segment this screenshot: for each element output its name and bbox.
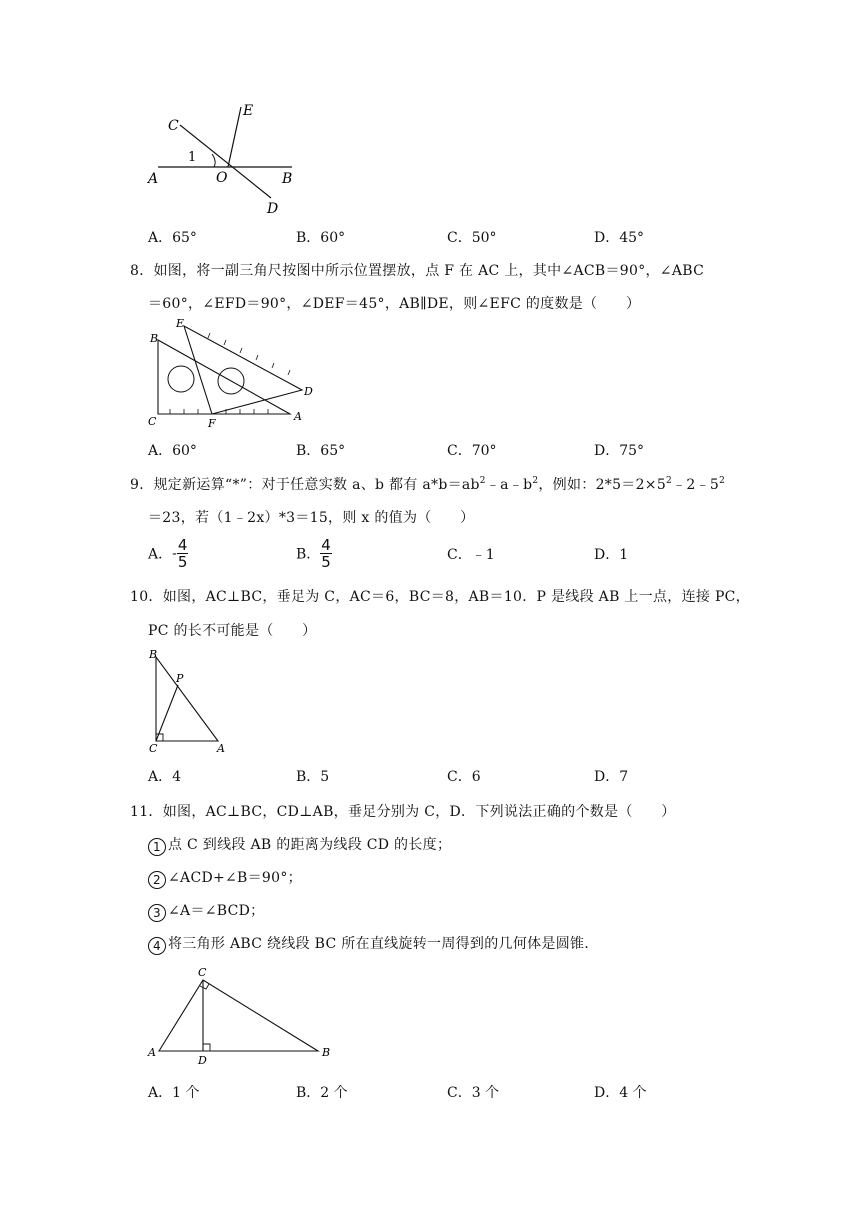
- q11-item-3-text: ∠A＝∠BCD；: [168, 903, 265, 919]
- q11-option-c: C．3 个: [447, 1085, 500, 1101]
- q9-sup-2: 2: [532, 476, 539, 486]
- label-a: A: [148, 171, 159, 187]
- q10-stem-line2: PC 的长不可能是（ ）: [148, 623, 317, 639]
- q9-stem-part3: ，例如：2*5＝2×5: [538, 477, 667, 493]
- item-number-4: 4: [148, 937, 166, 955]
- label-a: A: [217, 742, 225, 755]
- q10-stem-line1: 10．如图，AC⊥BC，垂足为 C，AC＝6，BC＝8，AB＝10．P 是线段 AB 上一点，连接 PC，: [130, 589, 750, 605]
- q9-option-a-den: 5: [177, 553, 188, 571]
- q9-option-c: C．﹣1: [447, 547, 495, 563]
- q8-stem-line2: ＝60°，∠EFD＝90°，∠DEF＝45°，AB∥DE，则∠EFC 的度数是（ ）: [148, 296, 641, 312]
- q11-item-3: [148, 900, 264, 922]
- q10-figure: [140, 645, 240, 757]
- q8-figure: [140, 314, 330, 434]
- q10-option-a: A．4: [148, 769, 182, 785]
- q11-item-2: [148, 867, 302, 889]
- q11-item-2-text: ∠ACD+∠B＝90°；: [168, 870, 302, 886]
- triangle-efd: [184, 326, 302, 414]
- label-a: A: [294, 410, 302, 423]
- triangle-acb: [159, 980, 318, 1051]
- label-b: B: [282, 171, 293, 187]
- right-angle-mark-d: [203, 1044, 210, 1051]
- label-c: C: [198, 966, 207, 979]
- item-number-3: 3: [148, 904, 166, 922]
- q11-item-1: [148, 834, 451, 856]
- q9-sup-1: 2: [479, 476, 486, 486]
- label-e: E: [243, 103, 254, 119]
- q11-stem-line1: 11．如图，AC⊥BC，CD⊥AB，垂足分别为 C，D．下列说法正确的个数是（ ）: [130, 804, 676, 820]
- q9-option-a-sign: -: [172, 545, 177, 562]
- q11-option-d: D．4 个: [594, 1085, 647, 1101]
- q9-option-b-prefix: B．: [296, 546, 321, 563]
- q9-option-a-fraction: [177, 537, 189, 570]
- q11-item-4: [148, 933, 599, 955]
- triangle-bca: [158, 340, 290, 414]
- label-f: F: [208, 417, 216, 430]
- q10-option-b: B．5: [296, 769, 330, 785]
- q11-figure: [140, 962, 340, 1070]
- hole-left: [168, 366, 194, 392]
- q11-item-4-text: 将三角形 ABC 绕线段 BC 所在直线旋转一周得到的几何体是圆锥．: [168, 936, 599, 952]
- q9-sup-4: 2: [719, 476, 726, 486]
- q9-option-a-num: 4: [177, 536, 188, 554]
- q7-option-d: D．45°: [594, 230, 645, 246]
- ruler-ticks-ed: [208, 333, 290, 375]
- label-d: D: [267, 201, 279, 217]
- ray-oe: [228, 107, 241, 167]
- label-c: C: [168, 118, 179, 134]
- angle-1-arc: [212, 154, 215, 167]
- q9-option-b-num: 4: [321, 536, 331, 554]
- q7-option-c: C．50°: [447, 230, 497, 246]
- label-a: A: [148, 1046, 156, 1059]
- label-p: P: [176, 672, 184, 685]
- label-d: D: [198, 1054, 207, 1067]
- q7-figure: [140, 95, 310, 220]
- q9-stem-line2: ＝23，若（1﹣2x）*3＝15，则 x 的值为（ ）: [148, 510, 475, 526]
- q8-option-d: D．75°: [594, 443, 645, 459]
- label-b: B: [150, 332, 159, 345]
- q9-stem-part1: 9．规定新运算“*”：对于任意实数 a、b 都有 a*b＝ab: [130, 477, 480, 493]
- q9-stem-part4: ﹣2﹣5: [672, 477, 720, 493]
- segment-pc: [156, 685, 178, 741]
- label-1: 1: [188, 150, 197, 165]
- label-o: O: [216, 170, 228, 186]
- q8-option-a: A．60°: [148, 443, 197, 459]
- item-number-1: 1: [148, 838, 166, 856]
- q10-option-d: D．7: [594, 769, 629, 785]
- q8-stem-line1: 8．如图，将一副三角尺按图中所示位置摆放，点 F 在 AC 上，其中∠ACB＝90°，∠ABC: [130, 263, 705, 279]
- item-number-2: 2: [148, 871, 166, 889]
- q8-option-b: B．65°: [296, 443, 346, 459]
- q11-option-b: B．2 个: [296, 1085, 348, 1101]
- q9-option-a-prefix: A．: [148, 546, 173, 563]
- ruler-ticks-ca: [170, 409, 268, 414]
- label-d: D: [304, 385, 313, 398]
- triangle-bca: [156, 657, 218, 741]
- q9-option-b-fraction: [320, 537, 332, 570]
- q9-option-b: [296, 537, 332, 570]
- q7-option-b: B．60°: [296, 230, 346, 246]
- right-angle-mark-c: [200, 984, 209, 989]
- q9-option-d: D．1: [594, 547, 629, 563]
- label-c: C: [148, 415, 157, 428]
- q10-option-c: C．6: [447, 769, 481, 785]
- q7-option-a: A．65°: [148, 230, 197, 246]
- q11-item-1-text: 点 C 到线段 AB 的距离为线段 CD 的长度；: [168, 837, 452, 853]
- q11-option-a: A．1 个: [148, 1085, 200, 1101]
- q9-sup-3: 2: [666, 476, 673, 486]
- label-c: C: [149, 742, 158, 755]
- q9-option-b-den: 5: [321, 553, 331, 571]
- q8-option-c: C．70°: [447, 443, 497, 459]
- q9-stem-part2: ﹣a﹣b: [485, 477, 533, 493]
- q9-option-a: [148, 537, 188, 570]
- q9-stem-line1: [130, 474, 725, 494]
- label-b: B: [322, 1046, 331, 1059]
- label-b: B: [149, 648, 158, 661]
- label-e: E: [176, 317, 185, 330]
